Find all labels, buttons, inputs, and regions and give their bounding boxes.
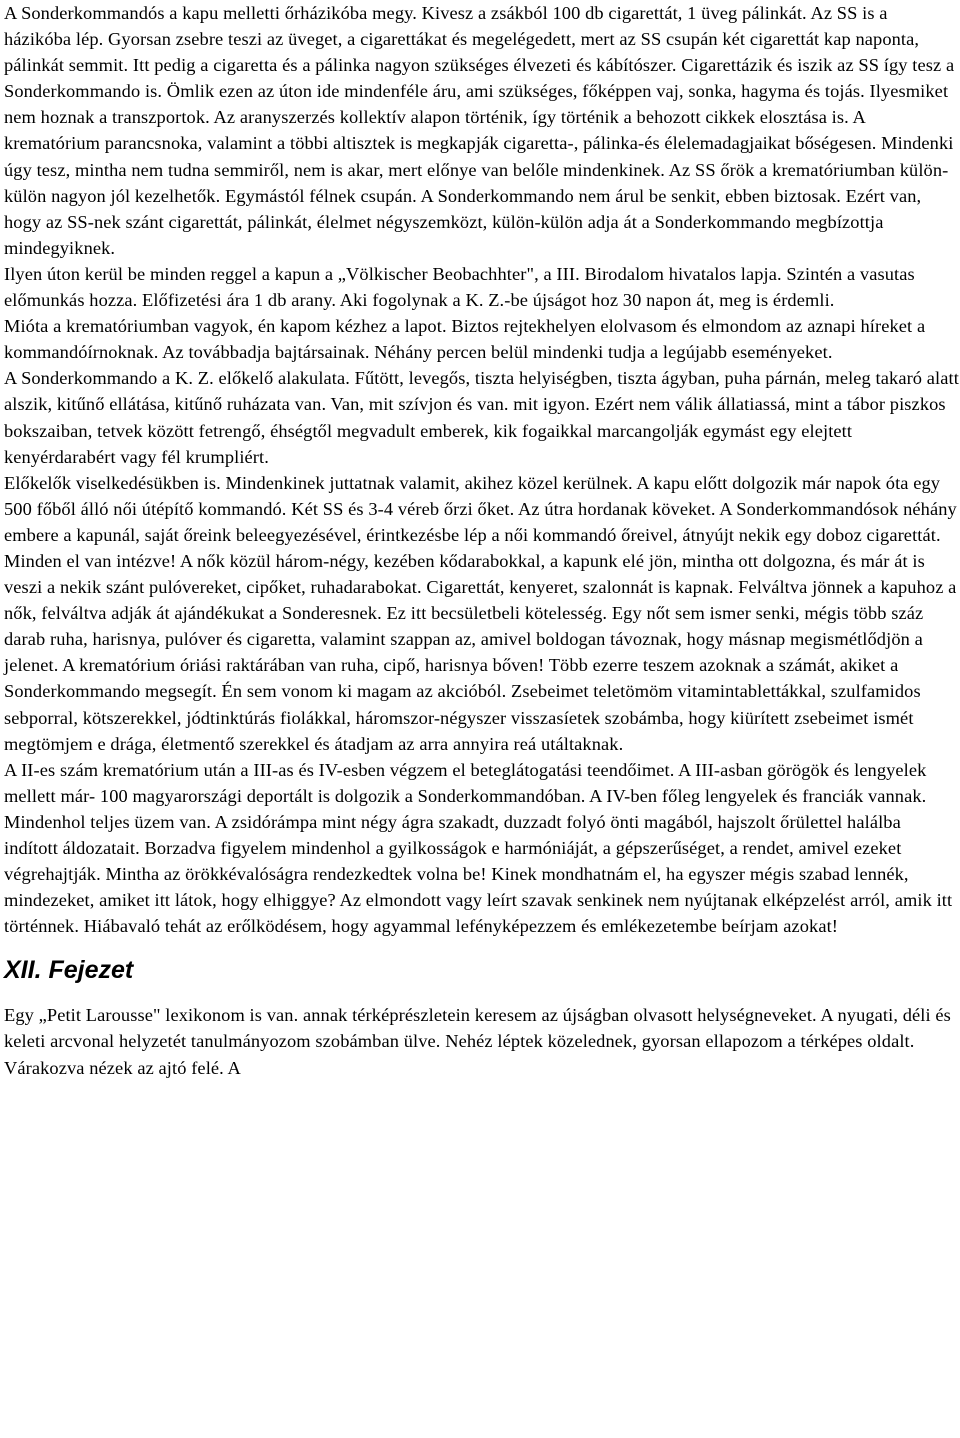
chapter-title: XII. Fejezet [4,956,134,985]
paragraph-crematoria-visits: A II-es szám krematórium után a III-as és IV-esben végzem el beteglátogatási teendőimet. A III-asban görögök és lengyelek mellett már- 100 magyarországi deportált is dolgozik a Sonderkommandóban. A IV-ben főleg lengyelek és franciák vannak. [4,759,927,806]
paragraph-newspaper: Ilyen úton kerül be minden reggel a kapun a „Völkischer Beobachhter", a III. Birodalom hivatalos lapja. Szintén a vasutas előmunkás hozza. Előfizetési ára 1 db arany. Aki fogolynak a K. Z.-be újságot hoz 30 napon át, meg is érdemli. [4,263,915,311]
paragraph-sonderkommando-gate: A Sonderkommandós a kapu melletti őrházikóba megy. Kivesz a zsákból 100 db cigarettát, 1 üveg pálinkát. Az SS is a házikóba lép. Gyorsan zsebre teszi az üveget, a cigarettákat és megelégedett, mert az SS csupán két cigarettát kap naponta, pálinkát semmit. Itt pedig a cigaretta és a pálinka nagyon szükséges élvezeti és kábítószer. Cigarettázik és iszik az SS így tesz a Sonderkommando is. Ömlik ezen az úton ide mindenféle áru, ami szükséges, főképpen vaj, sonka, hagyma és tojás. Ilyesmiket nem hoznak a transzportok. Az aranyszerzés kollektív alapon történik, így történik a behozott cikkek elosztása is. A krematórium parancsnoka, valamint a többi altisztek is megkapják cigaretta-, pálinka-és élelemadagjaikat bőségesen. Mindenki úgy tesz, mintha nem tudna semmiről, nem is akar, mert előnye van belőle mindenkinek. Az SS őrök a krematóriumban külön-külön nagyon jól kezelhetők. Egymástól félnek csupán. A Sonderkommando nem árul be senkit, ebben biztosak. Ezért van, hogy az SS-nek szánt cigarettát, pálinkát, élelmet négyszemközt, külön-külön adja át a Sonderkommando megbízottja mindegyiknek. [4,3,955,258]
paragraph-women-commando: Előkelők viselkedésükben is. Mindenkinek juttatnak valamit, akihez közel kerülnek. A kapu előtt dolgozik már napok óta egy 500 főből álló női útépítő kommandó. Két SS és 3-4 véreb őrzi őket. Az útra hordanak köveket. A Sonderkommandósok néhány embere a kapunál, saját őreink beleegyezésével, érintkezésbe lép a női kommandó őreivel, átnyújt nekik egy doboz cigarettát. Minden el van intézve! A nők közül három-négy, kezében kődarabokkal, a kapunk elé jön, mintha ott dolgozna, és már át is veszi a nekik szánt pulóvereket, cipőket, ruhadarabokat. Cigarettát, kenyeret, szalonnát is kapnak. Felváltva jönnek a kapuhoz a nők, felváltva adják át ajándékukat a Sonderesnek. Ez itt becsületbeli kötelesség. Egy nőt sem ismer senki, mégis több száz darab ruha, harisnya, pulóver és cigaretta, valamint szappan az, amivel boldogan távoznak, hogy másnap megismétlődjön a jelenet. A krematórium óriási raktárában van ruha, cipő, harisnya bőven! Több ezerre teszem azoknak a számát, akiket a Sonderkommando megsegít. Én sem vonom ki magam az akcióból. Zsebeimet teletömöm vitamintablettákkal, szulfamidos sebporral, kötszerekkel, jódtinktúrás fiolákkal, háromszor-négyszer visszasíetek szobámba, hogy kiürített zsebeimet ismét megtömjem e drága, életmentő szerekkel és átadjam az arra annyira reá utáltaknak. [4,472,957,754]
paragraph-elite-unit: A Sonderkommando a K. Z. előkelő alakulata. Fűtött, levegős, tiszta helyiségben, tiszta ágyban, puha párnán, meleg takaró alatt alszik, kitűnő ellátása, kitűnő ruházata van. Van, mit szívjon és van. mit igyon. Ezért nem válik állatiassá, mint a tábor piszkos bokszaiban, tetvek között fetrengő, éhségtől megvadult emberek, kik fogaikkal marcangolják egymást egy elejtett kenyérdarabért vagy fél krumpliért. [4,368,959,467]
paragraph-reading-news: Mióta a krematóriumban vagyok, én kapom kézhez a lapot. Biztos rejtekhelyen elolvasom és elmondom az aznapi híreket a kommandóírnoknak. Az továbbadja bajtársainak. Néhány percen belül mindenki tudja a legújabb eseményeket. [4,316,926,363]
paragraph-full-operation: Mindenhol teljes üzem van. A zsidórámpa mint négy ágra szakadt, duzzadt folyó önti magából, hajszolt őrülettel halálba indított áldozatait. Borzadva figyelem mindenhol a gyilkosságok e harmóniáját, a gépszerűséget, a rendet, amivel ezeket végrehajtják. Mintha az örökkévalóságra rendezkedtek volna be! Kinek mondhatnám el, ha egyszer mégis szabad lennék, mindezeket, amiket itt látok, hogy elhiggye? Az elmondott vagy leírt szavak senkinek nem nyújtanak elképzelést arról, amik itt történnek. Hiábavaló tehát az erőlködésem, hogy agyammal lefényképezzem és emlékezetembe beírjam azokat! [4,811,953,937]
document-page [4,0,959,1081]
paragraph-larousse: Egy „Petit Larousse" lexikonom is van. annak térképrészletein keresem az újságban olvasott helységneveket. A nyugati, déli és keleti arcvonal helyzetét tanulmányozom szobámban ülve. Nehéz léptek közelednek, gyorsan ellapozom a térképes oldalt. Várakozva nézek az ajtó felé. A [4,1005,951,1078]
